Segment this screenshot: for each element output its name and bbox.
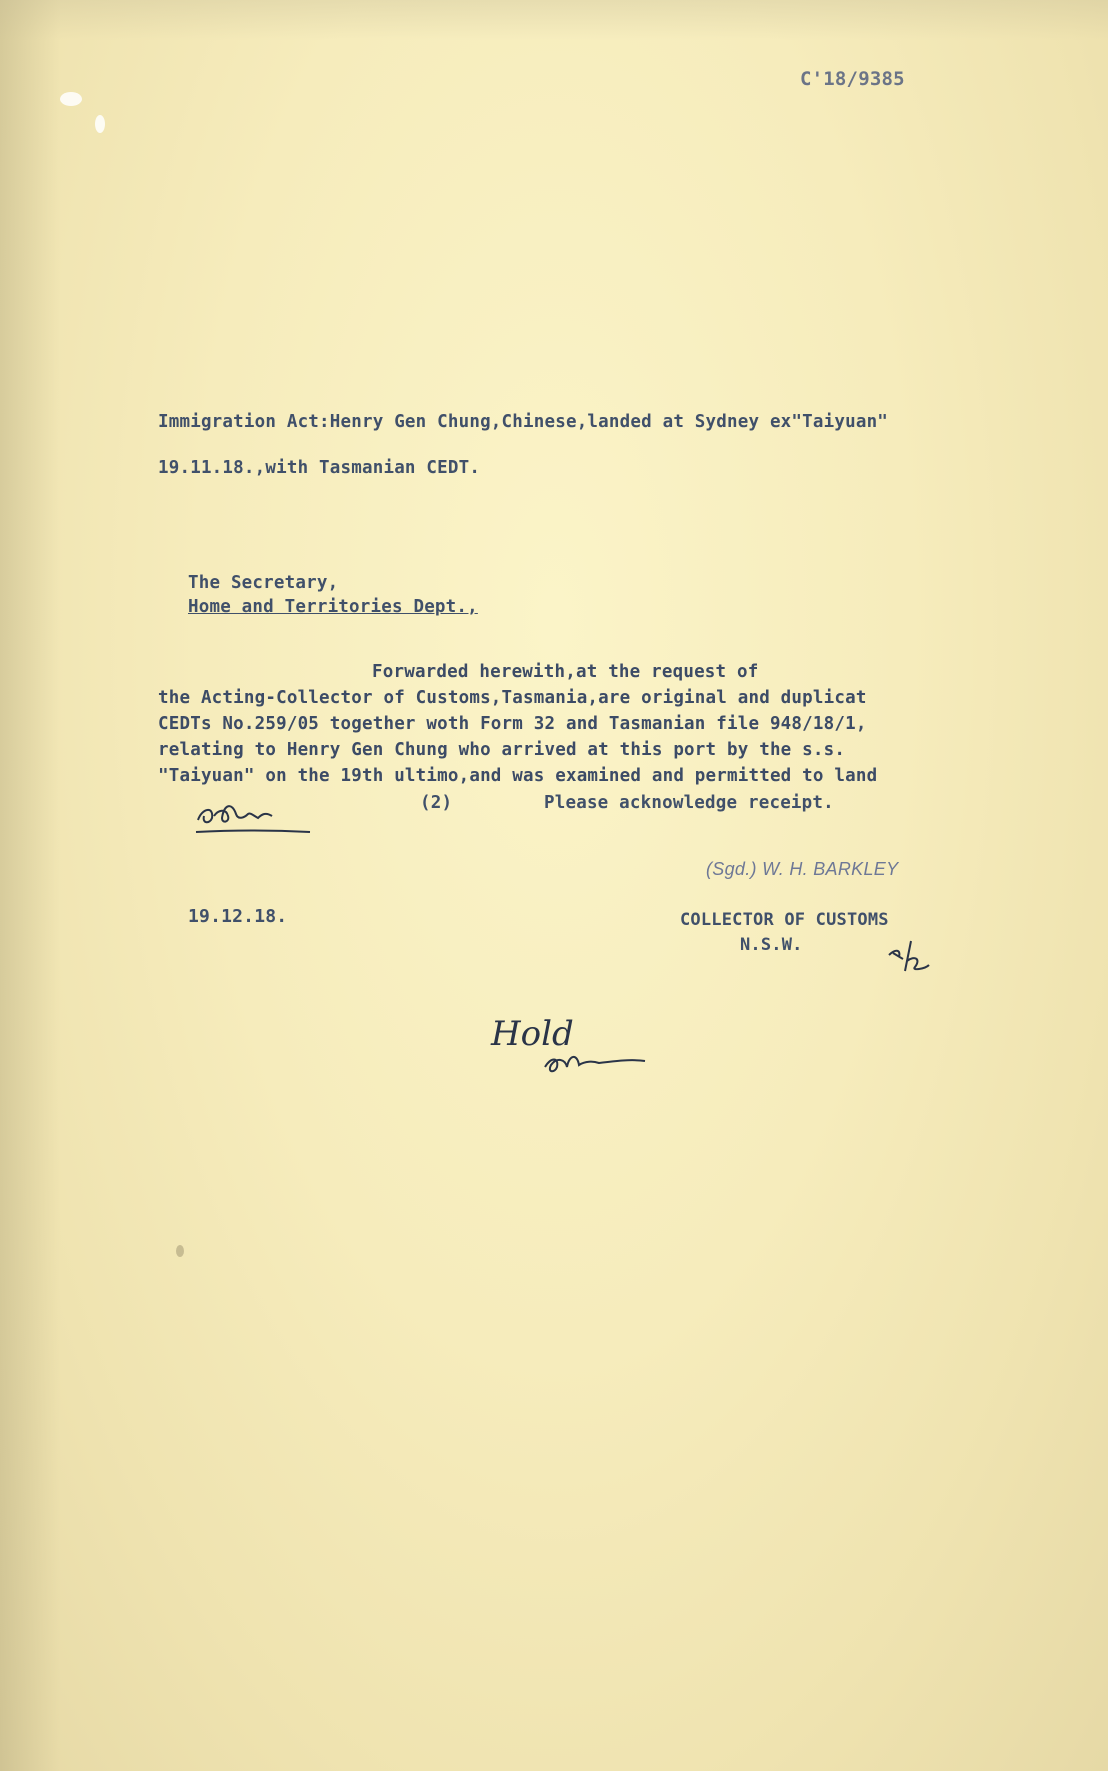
signatory-state: N.S.W. — [740, 935, 803, 955]
body-line: Forwarded herewith,at the request of — [372, 662, 759, 682]
paper-stain — [95, 115, 105, 133]
acknowledge-request: Please acknowledge receipt. — [544, 793, 834, 813]
paper-stain — [176, 1245, 184, 1257]
body-line: "Taiyuan" on the 19th ultimo,and was examined and permitted to land — [158, 766, 878, 786]
addressee-line-1: The Secretary, — [188, 573, 339, 593]
acknowledge-number: (2) — [420, 793, 453, 813]
document-date: 19.12.18. — [188, 906, 288, 927]
body-line: relating to Henry Gen Chung who arrived at this port by the s.s. — [158, 740, 846, 760]
paper-stain — [60, 92, 82, 106]
handwritten-note-text: Hold — [491, 1014, 574, 1054]
body-line: the Acting-Collector of Customs,Tasmania,are original and duplicat — [158, 688, 867, 708]
signed-stamp: (Sgd.) W. H. BARKLEY — [706, 859, 899, 879]
subject-line-2: 19.11.18.,with Tasmanian CEDT. — [158, 458, 481, 478]
subject-line-1: Immigration Act:Henry Gen Chung,Chinese,landed at Sydney ex"Taiyuan" — [158, 412, 889, 432]
body-line: CEDTs No.259/05 together woth Form 32 and Tasmanian file 948/18/1, — [158, 714, 867, 734]
reference-number: C'18/9385 — [800, 68, 905, 90]
handwritten-mark — [885, 935, 935, 975]
addressee-line-2: Home and Territories Dept., — [188, 597, 478, 617]
signatory-title: COLLECTOR OF CUSTOMS — [680, 910, 889, 930]
handwritten-note-hold — [485, 1005, 655, 1085]
handwritten-initials — [192, 790, 317, 838]
